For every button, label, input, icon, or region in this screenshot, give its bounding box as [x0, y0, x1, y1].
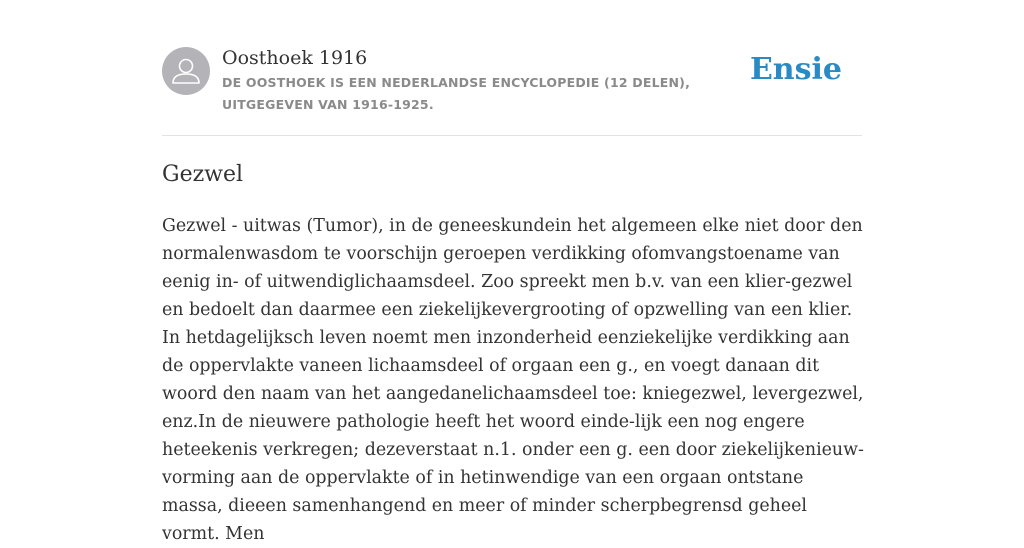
- ensie-logo-link[interactable]: Ensie: [749, 52, 842, 87]
- source-description: DE OOSTHOEK IS EEN NEDERLANDSE ENCYCLOPEDIE (12 DELEN), UITGEGEVEN VAN 1916-1925.: [222, 75, 691, 112]
- header-divider: [162, 135, 862, 136]
- user-icon[interactable]: [162, 47, 210, 95]
- article-title: Gezwel: [162, 162, 244, 187]
- article-body: Gezwel - uitwas (Tumor), in de geneeskundein het algemeen elke niet door den normalenwasdom te voorschijn geroepen verdikking ofomvangstoename van eenig in- of uitwendiglichaamsdeel. Zoo spreekt men b.v. van een klier-gezwel en bedoelt dan daarmee een ziekelijkevergrooting of opzwelling van een klier. In hetdagelijksch leven noemt men inzonderheid eenziekelijke verdikking aan de oppervlakte vaneen lichaamsdeel of orgaan een g., en voegt danaan dit woord den naam van het aangedanelichaamsdeel toe: kniegezwel, levergezwel, enz.In de nieuwere pathologie heeft het woord einde-lijk een nog engere heteekenis verkregen; dezeverstaat n.1. onder een g. een door ziekelijkenieuw-vorming aan de oppervlakte of in hetinwendige van een orgaan ontstane massa, dieeen samenhangend en meer of minder scherpbegrensd geheel vormt. Men: [162, 216, 864, 544]
- source-name[interactable]: Oosthoek 1916: [222, 47, 368, 69]
- source-header: [162, 46, 862, 136]
